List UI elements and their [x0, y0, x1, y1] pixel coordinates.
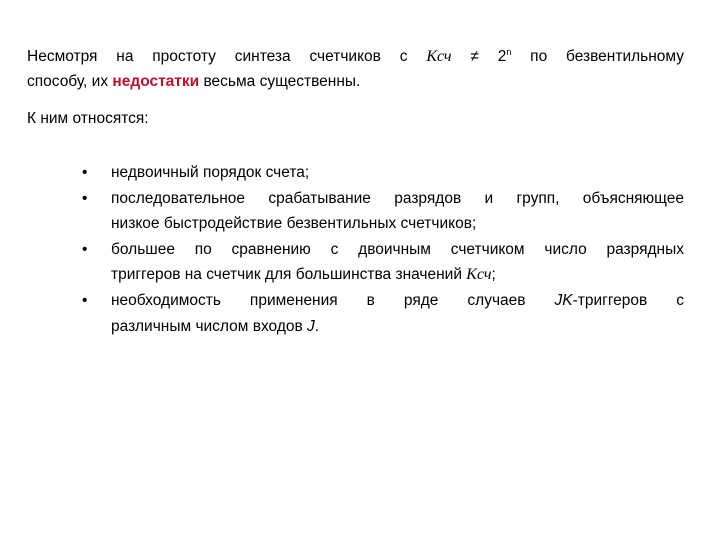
item-3-line-2	[111, 262, 684, 288]
intro-line2-before: способу, их	[27, 73, 113, 90]
k-subscript: сч	[436, 48, 452, 65]
item-2-line-1: последовательное срабатывание разрядов и групп, объясняющее	[111, 189, 684, 207]
intro-line2-after: весьма существенны.	[199, 73, 361, 90]
item-4-line-2-end: .	[314, 317, 320, 335]
item-4-line-2-text: различным числом входов	[111, 317, 308, 335]
item-4-line-1-end: -триггеров с	[572, 291, 684, 309]
list-item	[82, 288, 684, 339]
item-3-line-2-end: ;	[491, 266, 496, 284]
j-symbol: J	[307, 317, 315, 335]
item-3-line-2-text: триггеров на счетчик для большинства значений	[111, 266, 467, 284]
list-item	[82, 160, 684, 186]
k-letter: K	[426, 48, 437, 65]
jk-symbol: JK	[554, 291, 573, 309]
item-2-line-2: низкое быстродействие безвентильных счетчиков;	[111, 215, 477, 233]
intro-text-before-formula: Несмотря на простоту синтеза счетчиков с	[27, 48, 427, 65]
list-item	[82, 237, 684, 288]
k-symbol	[426, 48, 451, 65]
intro-line-2	[27, 69, 684, 94]
neq-two: ≠ 2	[451, 48, 507, 65]
list-lead: К ним относятся:	[27, 110, 149, 127]
intro-text-after-formula: по безвентильному	[511, 48, 684, 65]
bullet-icon: •	[82, 164, 88, 181]
power-n: n	[506, 47, 512, 57]
item-4-line-1-text: необходимость применения в ряде случаев	[111, 291, 555, 309]
k-letter: K	[466, 266, 477, 284]
item-4-line-2	[111, 314, 684, 340]
k-subscript: сч	[476, 266, 492, 284]
bullet-icon: •	[82, 189, 88, 207]
item-3-line-1: большее по сравнению с двоичным счетчиком число разрядных	[111, 240, 684, 258]
item-1-line-1: недвоичный порядок счета;	[111, 164, 310, 181]
k-symbol	[466, 266, 491, 283]
bullet-icon: •	[82, 291, 88, 309]
intro-line-1	[27, 40, 684, 69]
item-4-line-1	[111, 288, 684, 314]
list-item	[82, 186, 684, 237]
bullet-icon: •	[82, 240, 88, 258]
intro-paragraph	[27, 40, 684, 94]
drawbacks-list	[82, 160, 684, 339]
highlight-word: недостатки	[112, 73, 200, 90]
